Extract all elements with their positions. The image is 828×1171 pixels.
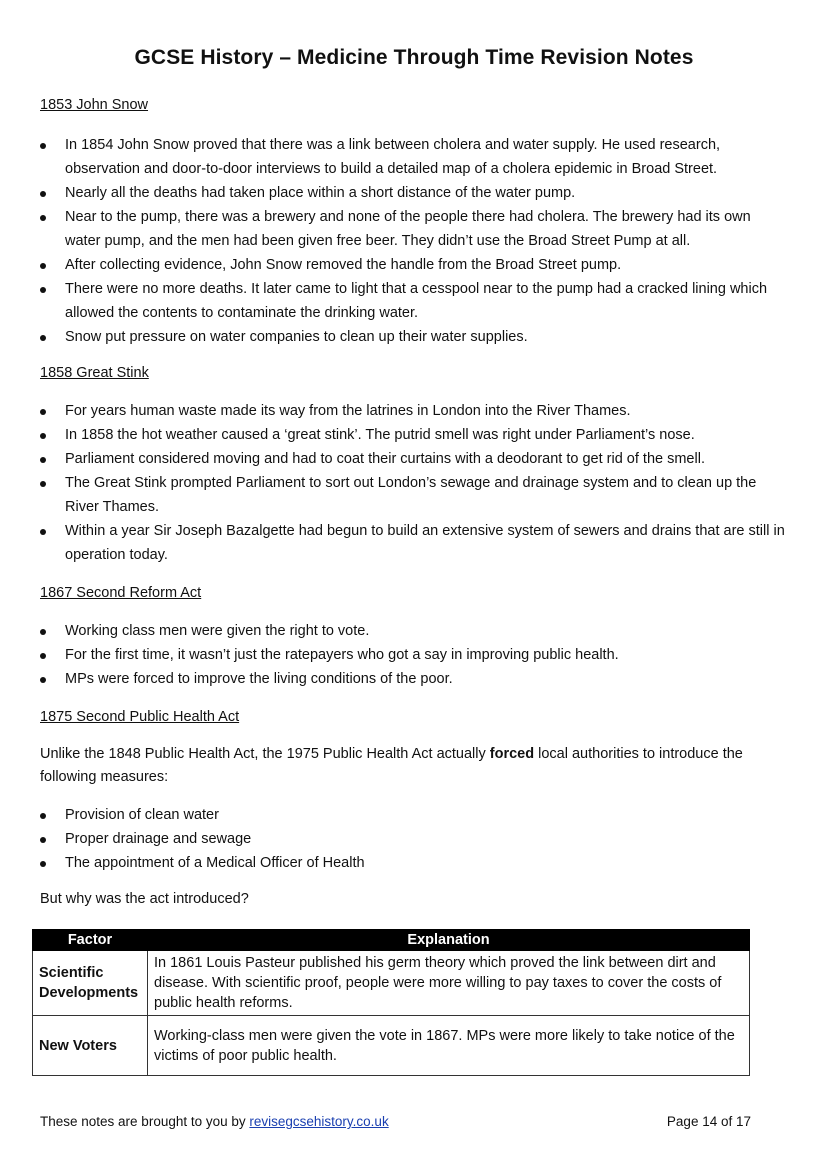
table-cell-explanation: In 1861 Louis Pasteur published his germ theory which proved the link between dirt and disease. With scientific proof, people were more willing to pay taxes to cover the costs of public health reforms. xyxy=(148,951,750,1016)
list-item: There were no more deaths. It later came to light that a cesspool near to the pump had a cracked lining which allowed the contents to contaminate the drinking water. xyxy=(40,277,785,325)
bullet-icon xyxy=(40,215,46,221)
bullet-list xyxy=(40,619,785,691)
section-question: But why was the act introduced? xyxy=(40,891,249,907)
list-item: For years human waste made its way from the latrines in London into the River Thames. xyxy=(40,399,785,423)
list-item: For the first time, it wasn’t just the ratepayers who got a say in improving public health. xyxy=(40,643,785,667)
list-item: The appointment of a Medical Officer of Health xyxy=(40,851,785,875)
list-item: In 1858 the hot weather caused a ‘great stink’. The putrid smell was right under Parliament’s nose. xyxy=(40,423,785,447)
bullet-icon xyxy=(40,861,46,867)
list-item: After collecting evidence, John Snow removed the handle from the Broad Street pump. xyxy=(40,253,785,277)
list-item: Working class men were given the right to vote. xyxy=(40,619,785,643)
page-number: Page 14 of 17 xyxy=(666,1114,751,1129)
table-cell-factor: New Voters xyxy=(33,1016,148,1076)
section-heading: 1858 Great Stink xyxy=(40,365,149,381)
section-great-stink xyxy=(40,363,785,567)
bullet-list xyxy=(40,399,785,567)
bullet-icon xyxy=(40,335,46,341)
table-header-row xyxy=(33,930,750,951)
table-cell-factor: Scientific Developments xyxy=(33,951,148,1016)
table-header-explanation: Explanation xyxy=(148,930,750,951)
list-item: Parliament considered moving and had to coat their curtains with a deodorant to get rid of the smell. xyxy=(40,447,785,471)
section-heading: 1867 Second Reform Act xyxy=(40,585,202,601)
bullet-icon xyxy=(40,457,46,463)
section-intro: Unlike the 1848 Public Health Act, the 1975 Public Health Act actually forced local authorities to introduce the following measures: xyxy=(40,746,743,785)
bullet-list xyxy=(40,803,785,875)
section-reform-act xyxy=(40,583,785,691)
list-item: Within a year Sir Joseph Bazalgette had begun to build an extensive system of sewers and drains that are still in operation today. xyxy=(40,519,785,567)
list-item: Near to the pump, there was a brewery and none of the people there had cholera. The brewery had its own water pump, and the men had been given free beer. They didn’t use the Broad Street Pump at all. xyxy=(40,205,785,253)
bullet-icon xyxy=(40,143,46,149)
section-heading: 1875 Second Public Health Act xyxy=(40,709,240,725)
section-heading: 1853 John Snow xyxy=(40,97,149,113)
bullet-icon xyxy=(40,629,46,635)
list-item: The Great Stink prompted Parliament to sort out London’s sewage and drainage system and to clean up the River Thames. xyxy=(40,471,785,519)
section-john-snow xyxy=(40,95,785,349)
footer-credit: These notes are brought to you by revisegcsehistory.co.uk xyxy=(40,1114,389,1129)
section-public-health-act xyxy=(40,707,785,911)
bullet-icon xyxy=(40,529,46,535)
page-title: GCSE History – Medicine Through Time Revision Notes xyxy=(134,46,694,69)
bullet-list xyxy=(40,133,785,349)
list-item: Nearly all the deaths had taken place within a short distance of the water pump. xyxy=(40,181,785,205)
list-item: Snow put pressure on water companies to clean up their water supplies. xyxy=(40,325,785,349)
list-item: In 1854 John Snow proved that there was a link between cholera and water supply. He used research, observation and door-to-door interviews to build a detailed map of a cholera epidemic in Broad Street. xyxy=(40,133,785,181)
bullet-icon xyxy=(40,677,46,683)
table-cell-explanation: Working-class men were given the vote in 1867. MPs were more likely to take notice of the victims of poor public health. xyxy=(148,1016,750,1076)
factors-table xyxy=(32,929,750,1076)
bullet-icon xyxy=(40,837,46,843)
list-item: Provision of clean water xyxy=(40,803,785,827)
bullet-icon xyxy=(40,287,46,293)
table-row xyxy=(33,951,750,1016)
bullet-icon xyxy=(40,653,46,659)
bullet-icon xyxy=(40,433,46,439)
list-item: MPs were forced to improve the living conditions of the poor. xyxy=(40,667,785,691)
table-header-factor: Factor xyxy=(33,930,148,951)
table-row xyxy=(33,1016,750,1076)
bullet-icon xyxy=(40,813,46,819)
bullet-icon xyxy=(40,481,46,487)
list-item: Proper drainage and sewage xyxy=(40,827,785,851)
bullet-icon xyxy=(40,263,46,269)
bullet-icon xyxy=(40,409,46,415)
bullet-icon xyxy=(40,191,46,197)
footer-link[interactable]: revisegcsehistory.co.uk xyxy=(249,1114,389,1129)
